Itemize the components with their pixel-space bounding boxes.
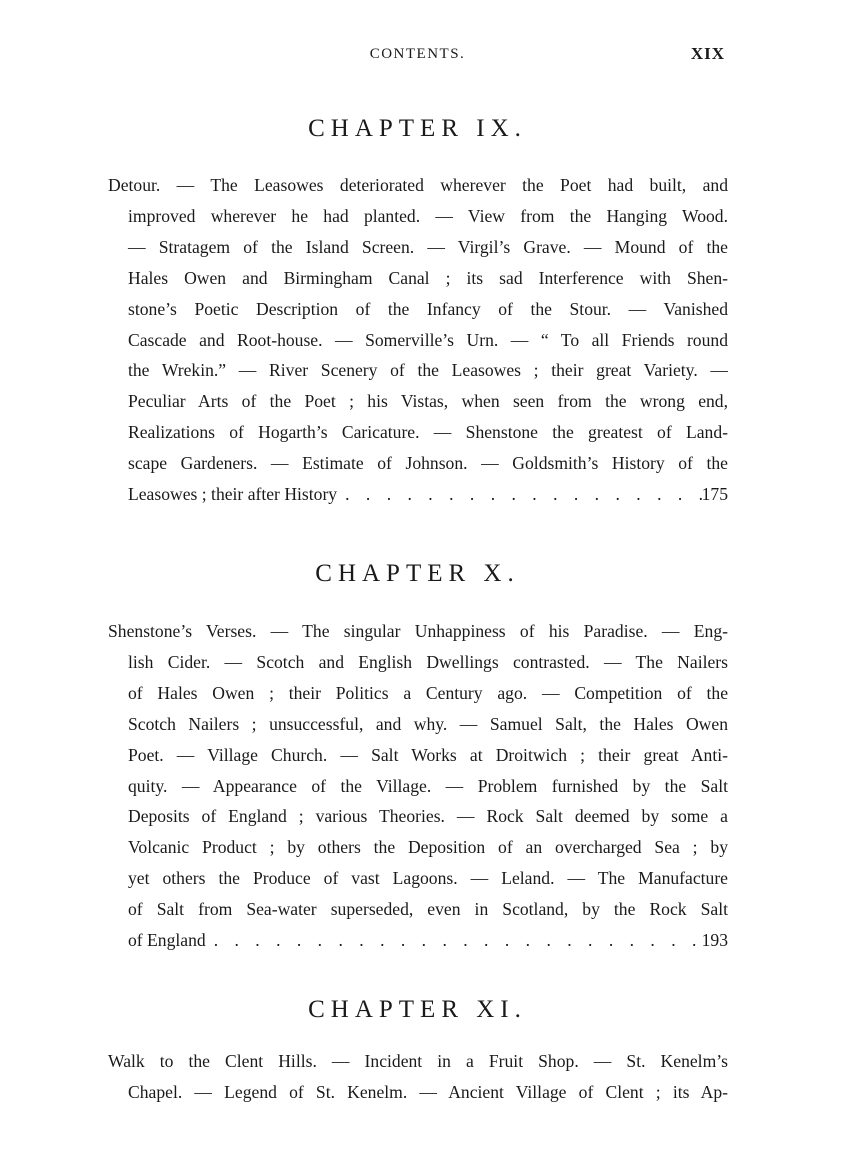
- summary-line: of Hales Owen ; their Politics a Century ago. — Competition of the: [128, 682, 728, 703]
- chapter-ix-summary: [108, 170, 728, 510]
- summary-line: scape Gardeners. — Estimate of Johnson. — Goldsmith’s History of the: [128, 453, 728, 474]
- chapter-xi-summary: [108, 1046, 728, 1108]
- summary-line: Chapel. — Legend of St. Kenelm. — Ancient Village of Clent ; its Ap-: [128, 1081, 728, 1102]
- running-head: [110, 40, 725, 70]
- dot-leader: [206, 925, 702, 956]
- summary-line: Volcanic Product ; by others the Deposition of an overcharged Sea ; by: [128, 837, 728, 858]
- summary-line: quity. — Appearance of the Village. — Problem furnished by the Salt: [128, 775, 728, 796]
- summary-final-line: [108, 925, 728, 956]
- chapter-heading-x: CHAPTER X.: [315, 560, 520, 587]
- chapter-page-number: 175: [701, 484, 728, 505]
- summary-line: Scotch Nailers ; unsuccessful, and why. — Samuel Salt, the Hales Owen: [128, 713, 728, 734]
- summary-final-text: of England: [128, 930, 206, 951]
- summary-line: Poet. — Village Church. — Salt Works at Droitwich ; their great Anti-: [128, 744, 728, 765]
- summary-final-text: Leasowes ; their after History: [128, 484, 338, 505]
- summary-line: Hales Owen and Birmingham Canal ; its sad Interference with Shen-: [128, 267, 728, 288]
- summary-line: Walk to the Clent Hills. — Incident in a Fruit Shop. — St. Kenelm’s: [108, 1051, 728, 1071]
- summary-line: Realizations of Hogarth’s Caricature. — Shenstone the greatest of Land-: [128, 422, 728, 443]
- chapter-heading-xi: CHAPTER XI.: [308, 996, 527, 1023]
- chapter-page-number: 193: [701, 930, 728, 951]
- summary-line: the Wrekin.” — River Scenery of the Leasowes ; their great Variety. —: [128, 360, 728, 381]
- chapter-heading-ix: CHAPTER IX.: [308, 115, 527, 142]
- summary-line: Cascade and Root-house. — Somerville’s Urn. — “ To all Friends round: [128, 329, 728, 350]
- running-title: CONTENTS.: [369, 46, 466, 62]
- summary-line: stone’s Poetic Description of the Infancy of the Stour. — Vanished: [128, 298, 728, 319]
- summary-line: yet others the Produce of vast Lagoons. — Leland. — The Manufacture: [128, 868, 728, 889]
- chapter-x-summary: [108, 616, 728, 956]
- summary-line: Shenstone’s Verses. — The singular Unhappiness of his Paradise. — Eng-: [108, 621, 728, 641]
- summary-line: improved wherever he had planted. — View from the Hanging Wood.: [128, 205, 728, 226]
- dot-leader: [337, 479, 702, 510]
- summary-line: — Stratagem of the Island Screen. — Virgil’s Grave. — Mound of the: [128, 236, 728, 257]
- summary-line: Peculiar Arts of the Poet ; his Vistas, when seen from the wrong end,: [128, 391, 728, 412]
- page-number: XIX: [690, 44, 725, 63]
- summary-line: lish Cider. — Scotch and English Dwellings contrasted. — The Nailers: [128, 651, 728, 672]
- summary-line: Detour. — The Leasowes deteriorated wherever the Poet had built, and: [108, 175, 728, 195]
- summary-line: Deposits of England ; various Theories. — Rock Salt deemed by some a: [128, 806, 728, 827]
- summary-line: of Salt from Sea-water superseded, even in Scotland, by the Rock Salt: [128, 899, 728, 920]
- summary-final-line: [108, 479, 728, 510]
